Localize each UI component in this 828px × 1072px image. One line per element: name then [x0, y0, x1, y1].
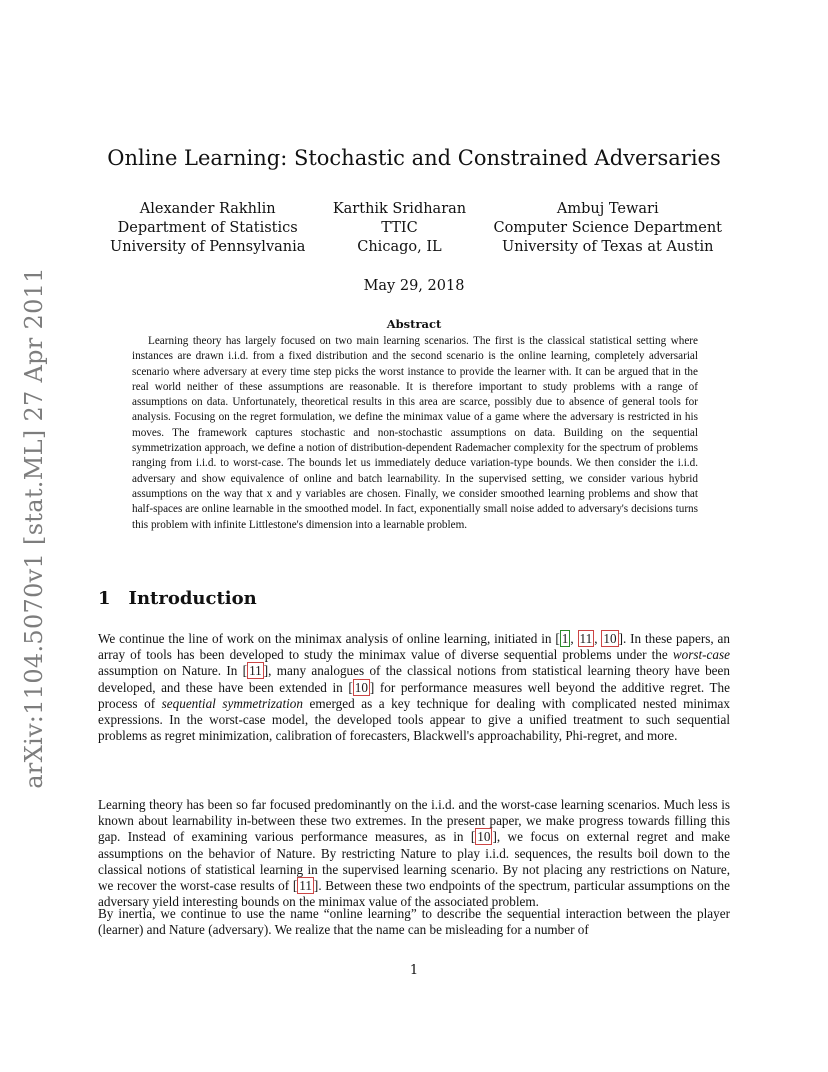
- citation-link[interactable]: 11: [249, 663, 262, 679]
- author-name: Alexander Rakhlin: [139, 201, 276, 217]
- paragraph-3: By inertia, we continue to use the name “online learning” to describe the sequential interaction between the player (learner) and Nature (adversary). We realize that the name can be misleading for a number of: [98, 906, 730, 938]
- citation-link[interactable]: 11: [579, 631, 593, 646]
- author-department: Department of Statistics: [117, 220, 298, 236]
- author-name: Karthik Sridharan: [332, 201, 467, 217]
- author-1: [110, 200, 305, 257]
- arxiv-sidebar: [14, 266, 54, 789]
- author-department: Computer Science Department: [493, 220, 722, 236]
- section-heading: [98, 588, 257, 609]
- abstract-heading: Abstract: [386, 317, 442, 331]
- section-title: Introduction: [128, 588, 257, 609]
- paper-title: Online Learning: Stochastic and Constrained Adversaries: [107, 146, 721, 170]
- citation-link[interactable]: 1: [561, 631, 569, 646]
- author-3: [494, 200, 722, 257]
- page-number: 1: [409, 963, 419, 978]
- section-number: 1: [98, 588, 111, 609]
- citation-link[interactable]: 10: [603, 631, 617, 646]
- abstract-text: Learning theory has largely focused on two main learning scenarios. The first is the classical statistical setting where instances are drawn i.i.d. from a fixed distribution and the second scenario is the online learning, completely adversarial scenario where adversary at every time step picks the worst instance to provide the learner with. It can be argued that in the real world neither of these assumptions are reasonable. It is therefore important to study problems with a range of assumptions on data. Unfortunately, theoretical results in this area are scarce, possibly due to absence of general tools for analysis. Focusing on the regret formulation, we define the minimax value of a game where the adversary is restricted in his moves. The framework captures stochastic and non-stochastic assumptions on data. Building on the sequential symmetrization approach, we define a notion of distribution-dependent Rademacher complexity for the spectrum of problems ranging from i.i.d. to worst-case. The bounds let us immediately deduce variation-type bounds. We then consider the i.i.d. adversary and show equivalence of online and batch learnability. In the supervised setting, we consider various hybrid assumptions on the way that x and y variables are chosen. Finally, we consider smoothed learning problems and show that half-spaces are online learnable in the smoothed model. In fact, exponentially small noise added to adversary's decisions turns this problem with infinite Littlestone's dimension into a learnable problem.: [132, 335, 698, 531]
- author-affiliation: University of Pennsylvania: [110, 239, 306, 255]
- author-name: Ambuj Tewari: [556, 201, 659, 217]
- arxiv-identifier: arXiv:1104.5070v1 [stat.ML] 27 Apr 2011: [20, 266, 48, 789]
- author-affiliation: Chicago, IL: [357, 239, 442, 255]
- citation-link[interactable]: 10: [354, 679, 368, 695]
- paragraph-2: Learning theory has been so far focused predominantly on the i.i.d. and the worst-case learning scenarios. Much less is known about learnability in-between these two extremes. In the present paper, we make progress towards filling this gap. Instead of examining various performance measures, as in [ 10 ], we focus on external regret and make assumptions on the behavior of Nature. By restricting Nature to play i.i.d. sequences, the results boil down to the classical notions of statistical learning in the supervised learning scenario. By not placing any restrictions on Nature, we recover the worst-case results of [ 11 ]. Between these two endpoints of the spectrum, particular assumptions on the adversary yield interesting bounds on the minimax value of the associated problem.: [98, 797, 730, 910]
- author-department: TTIC: [381, 220, 418, 236]
- citation-link[interactable]: 10: [477, 829, 491, 845]
- author-block: [110, 200, 722, 257]
- citation-link[interactable]: 11: [299, 878, 312, 894]
- author-affiliation: University of Texas at Austin: [502, 239, 714, 255]
- paragraph-1: We continue the line of work on the minimax analysis of online learning, initiated in [ 1 , 11 , 10 ]. In these papers, an array of tools has been developed to study the minimax value of diverse sequential problems under the worst-case assumption on Nature. In [ 11 ], many analogues of the classical notions from statistical learning theory have been developed, and these have been extended in [ 10 ] for performance measures well beyond the additive regret. The process of sequential symmetrization emerged as a key technique for dealing with complicated nested minimax expressions. In the worst-case model, the developed tools appear to give a unified treatment to such sequential problems as regret minimization, calibration of forecasters, Blackwell's approachability, Phi-regret, and more.: [98, 631, 730, 744]
- author-2: [333, 200, 466, 257]
- paper-date: May 29, 2018: [363, 278, 465, 294]
